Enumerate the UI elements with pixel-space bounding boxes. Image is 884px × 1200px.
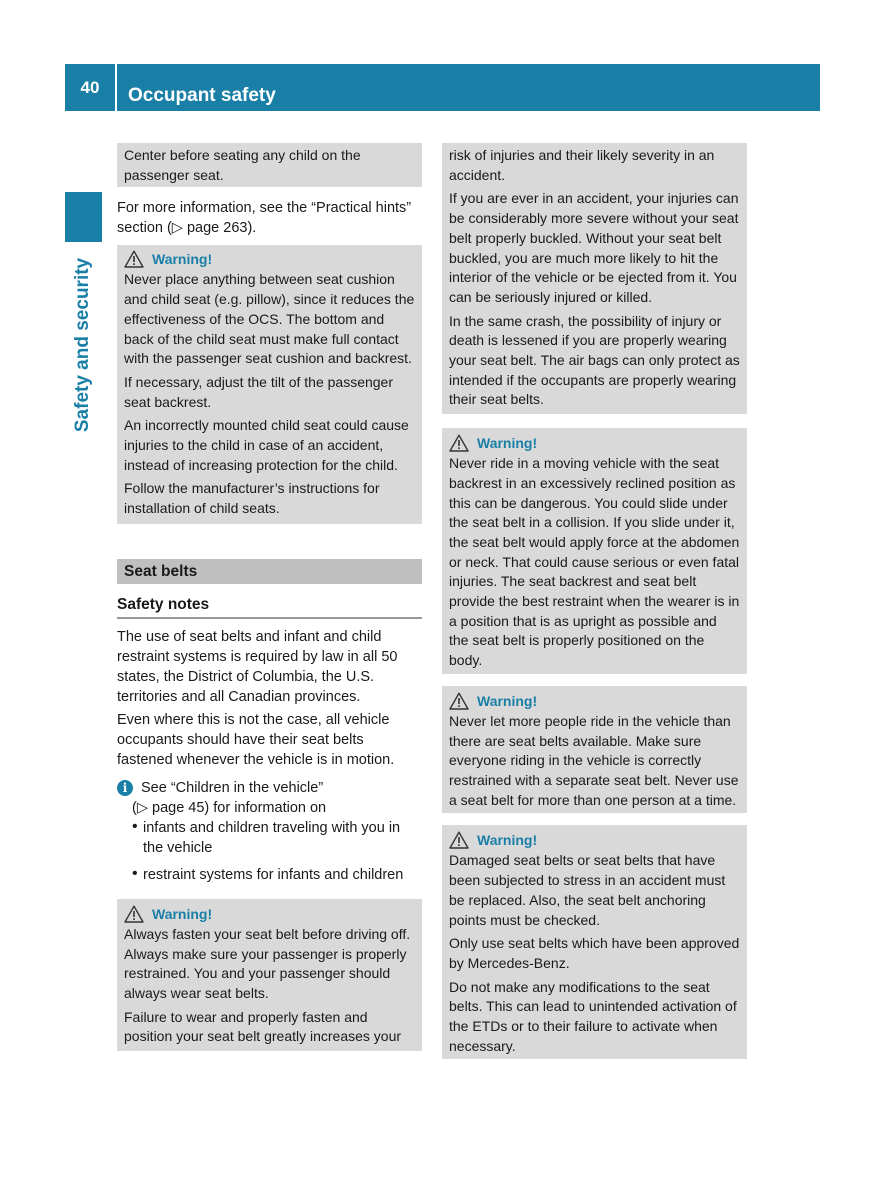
list-item-text: restraint systems for infants and children [143,866,404,883]
warning-paragraph: Never ride in a moving vehicle with the seat backrest in an excessively reclined position as this can be dangerous. You could slide under the seat belt in a collision. If you slide under it, the seat belt would apply force at the abdomen or neck. That could cause serious or even fatal injuries. The seat backrest and seat belt provide the best restraint when the wearer is in a position that is as upright as possible and the seat belt is properly positioned on the body. [449,455,740,669]
warning-paragraph: Never let more people ride in the vehicle than there are seat belts available. Make sure everyone riding in the vehicle is correctly restrained with a separate seat belt. Never use a seat belt for more than one person at a time. [449,712,739,808]
subsection-heading: Safety notes [117,595,422,619]
warning-box [442,825,747,1059]
warning-box [117,245,422,523]
warning-label: Warning! [152,905,213,922]
warning-box [442,428,747,674]
warning-paragraph: Failure to wear and properly fasten and position your seat belt greatly increases your [124,1008,402,1045]
left-column [117,143,422,1051]
page-title: Occupant safety [128,85,276,106]
warning-label: Warning! [477,832,538,849]
warning-triangle-icon [449,434,469,452]
side-tab-label: Safety and security [72,257,93,433]
page-number: 40 [80,78,100,97]
warning-triangle-icon [449,831,469,849]
warning-heading [449,829,740,851]
side-tab [60,245,106,445]
more-info-text: For more information, see the “Practical hints” section (▷ page 263). [117,200,412,237]
section-heading: Seat belts [117,559,422,584]
warning-paragraph: If necessary, adjust the tilt of the passenger seat backrest. [124,373,394,410]
right-column [442,143,747,1059]
warning-label: Warning! [477,435,538,452]
note-box [117,143,422,187]
warning-paragraph: Only use seat belts which have been approved by Mercedes-Benz. [449,935,740,971]
info-icon: i [117,780,133,796]
page-header [65,64,820,111]
warning-heading [449,432,740,454]
warning-label: Warning! [152,251,213,268]
header-divider [115,64,117,111]
body-text [117,627,422,770]
warning-heading [449,690,740,712]
body-paragraph: The use of seat belts and infant and child restraint systems is required by law in all 50 states, the District of Columbia, the U.S. territories and all Canadian provinces. [117,628,398,705]
warning-box [442,686,747,814]
warning-triangle-icon [124,250,144,268]
warning-paragraph: Damaged seat belts or seat belts that have been subjected to stress in an accident must be replaced. Also, the seat belt anchoring points must be checked. [449,852,726,928]
warning-continuation-box [442,143,747,414]
warning-paragraph: Follow the manufacturer’s instructions for installation of child seats. [124,480,380,517]
warning-triangle-icon [449,692,469,710]
warning-paragraph: Never place anything between seat cushion and child seat (e.g. pillow), since it reduces the effectiveness of the OCS. The bottom and back of the child seat must make full contact with the passenger seat cushion and backrest. [124,271,415,367]
warning-paragraph: Always fasten your seat belt before driving off. Always make sure your passenger is properly restrained. You and your passenger should always wear seat belts. [124,925,411,1001]
info-text: See “Children in the vehicle” [141,779,324,796]
body-paragraph: Even where this is not the case, all vehicle occupants should have their seat belts fastened whenever the vehicle is in motion. [117,711,395,768]
warning-heading [124,903,415,925]
list-item: • infants and children traveling with you in the vehicle [117,818,422,858]
warning-heading [124,248,415,270]
warning-triangle-icon [124,905,144,923]
warning-paragraph: Do not make any modifications to the seat belts. This can lead to unintended activation of the ETDs or to their failure to activate when necessary. [449,978,737,1054]
warning-paragraph: An incorrectly mounted child seat could cause injuries to the child in case of an accident, instead of increasing protection for the child. [124,417,409,473]
list-item-text: infants and children traveling with you in the vehicle [143,819,401,856]
info-row [117,778,422,798]
warning-paragraph: If you are ever in an accident, your injuries can be considerably more severe without your seat belt properly buckled. Without your seat belt buckled, you are much more likely to hit the interior of the vehicle or be ejected from it. You can be seriously injured or killed. [449,190,739,305]
warning-paragraph: In the same crash, the possibility of injury or death is lessened if you are properly wearing your seat belt. The air bags can only protect as intended if the occupants are properly wearing their seat belts. [449,312,740,408]
info-text: (▷ page 45) for information on [132,799,327,816]
info-note [117,778,422,885]
side-tab-block [65,192,102,242]
warning-label: Warning! [477,692,538,709]
note-text: Center before seating any child on the passenger seat. [124,147,361,183]
warning-paragraph: risk of injuries and their likely severity in an accident. [449,147,715,183]
more-info-block [117,198,422,238]
warning-box [117,899,422,1051]
list-item: • restraint systems for infants and children [132,864,404,883]
